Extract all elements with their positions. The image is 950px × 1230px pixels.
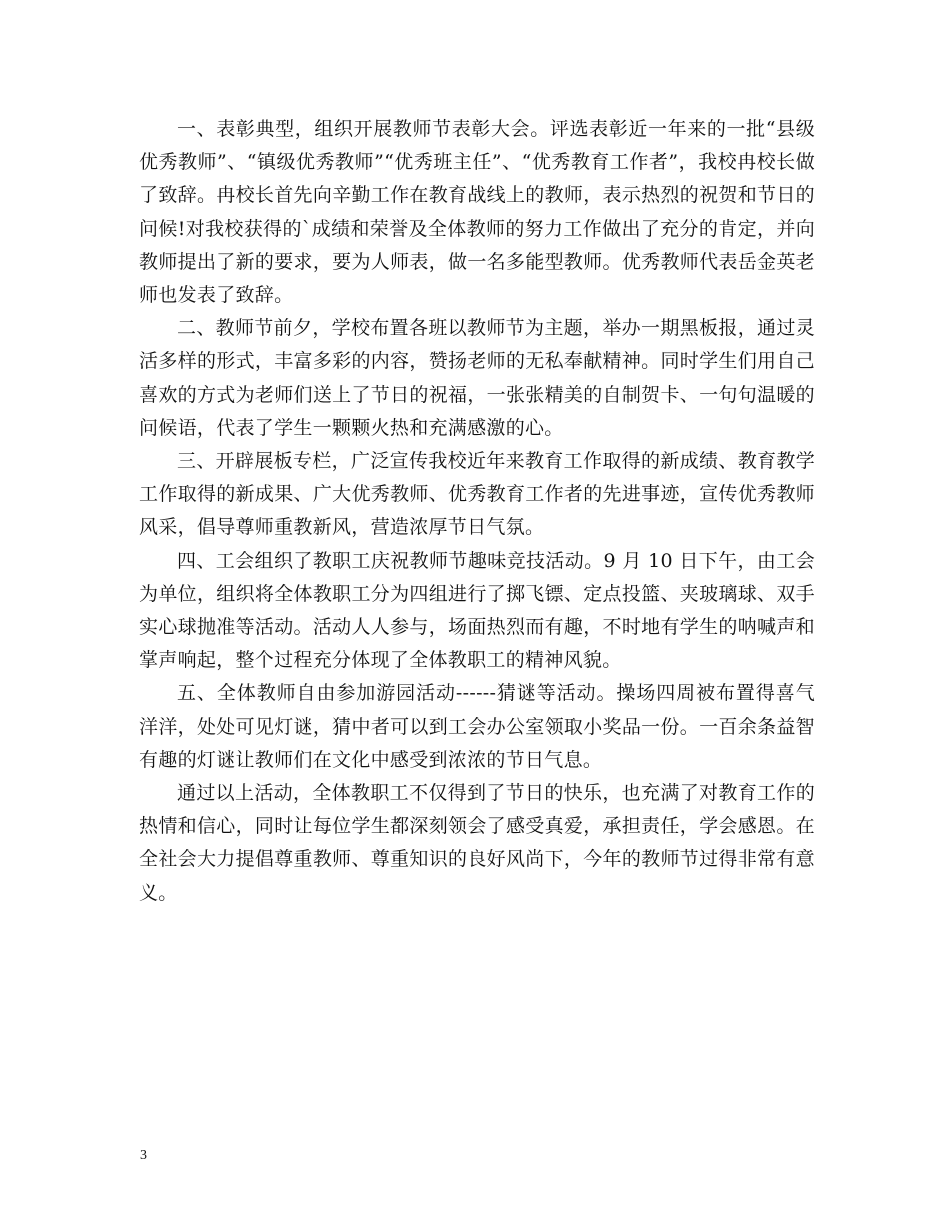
- paragraph-conclusion: 通过以上活动，全体教职工不仅得到了节日的快乐，也充满了对教育工作的热情和信心，同时让每位学生都深刻领会了感受真爱，承担责任，学会感恩。在全社会大力提倡尊重教师、尊重知识的良好风尚下，今年的教师节过得非常有意义。: [139, 782, 815, 904]
- paragraph-exhibition: 三、开辟展板专栏，广泛宣传我校近年来教育工作取得的新成绩、教育教学工作取得的新成果、广大优秀教师、优秀教育工作者的先进事迹，宣传优秀教师风采，倡导尊师重教新风，营造浓厚节日气氛。: [139, 450, 815, 539]
- paragraph-commendation: 一、表彰典型，组织开展教师节表彰大会。评选表彰近一年来的一批“县级优秀教师”、“镇级优秀教师”“优秀班主任”、“优秀教育工作者”，我校冉校长做了致辞。冉校长首先向辛勤工作在教育战线上的教师，表示热烈的祝贺和节日的问候!对我校获得的`成绩和荣誉及全体教师的努力工作做出了充分的肯定，并向教师提出了新的要求，要为人师表，做一名多能型教师。优秀教师代表岳金英老师也发表了致辞。: [139, 118, 815, 307]
- paragraph-competition: 四、工会组织了教职工庆祝教师节趣味竞技活动。9 月 10 日下午，由工会为单位，组织将全体教职工分为四组进行了掷飞镖、定点投篮、夹玻璃球、双手实心球抛准等活动。活动人人参与，场面热烈而有趣，不时地有学生的呐喊声和掌声响起，整个过程充分体现了全体教职工的精神风貌。: [139, 549, 815, 672]
- page-number: 3: [140, 1148, 147, 1163]
- paragraph-blackboard: 二、教师节前夕，学校布置各班以教师节为主题，举办一期黑板报，通过灵活多样的形式，丰富多彩的内容，赞扬老师的无私奉献精神。同时学生们用自己喜欢的方式为老师们送上了节日的祝福，一张张精美的自制贺卡、一句句温暖的问候语，代表了学生一颗颗火热和充满感激的心。: [139, 317, 815, 439]
- document-body: [139, 113, 815, 910]
- paragraph-garden-party: 五、全体教师自由参加游园活动------猜谜等活动。操场四周被布置得喜气洋洋，处处可见灯谜，猜中者可以到工会办公室领取小奖品一份。一百余条益智有趣的灯谜让教师们在文化中感受到浓浓的节日气息。: [139, 682, 815, 771]
